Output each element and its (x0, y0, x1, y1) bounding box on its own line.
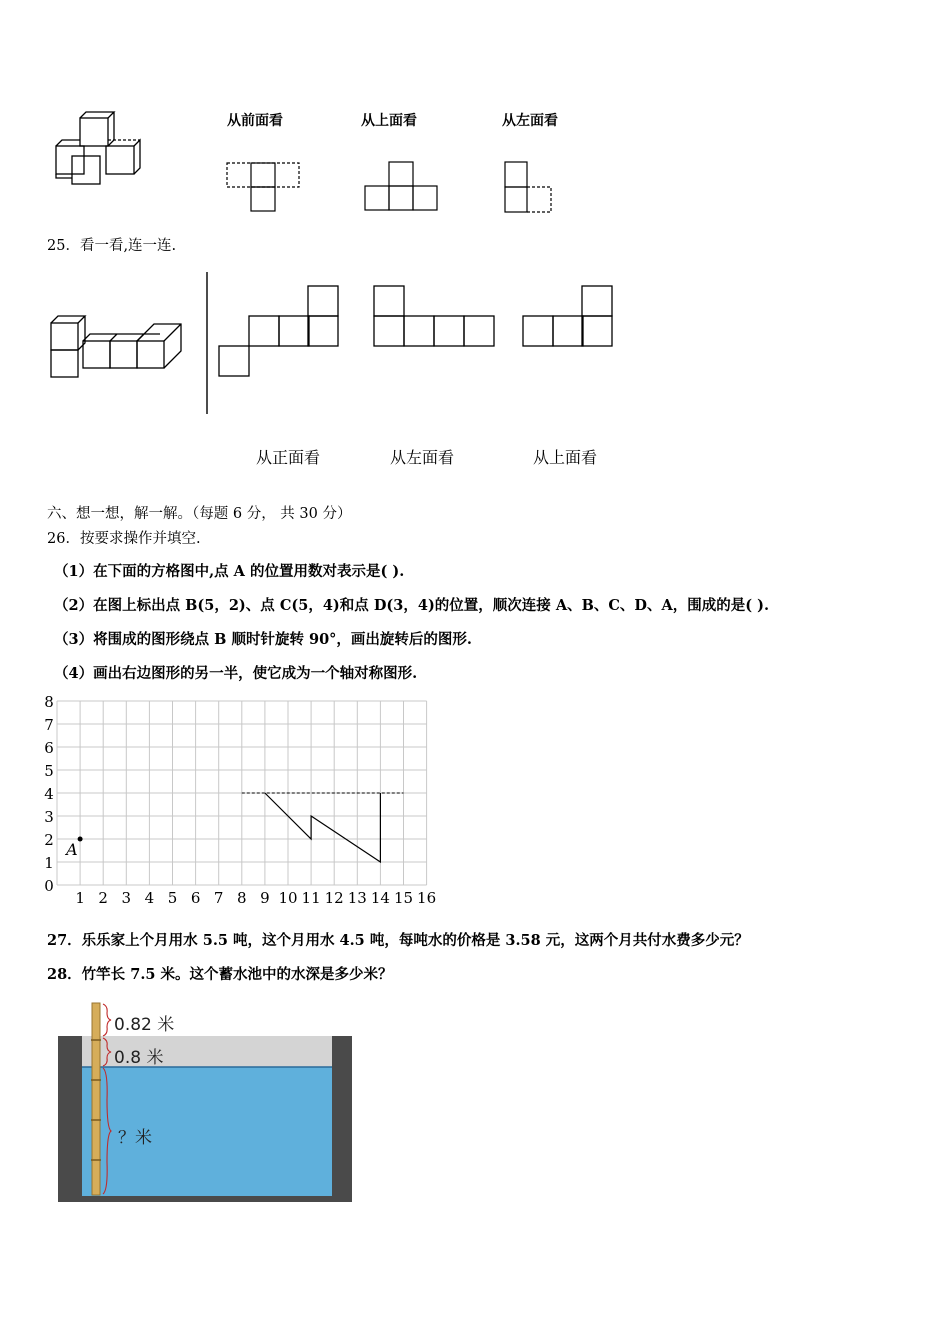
x-tick-label: 4 (144, 889, 155, 907)
x-tick-label: 8 (237, 889, 247, 907)
q25-label-left: 从左面看 (390, 448, 455, 467)
q27-text: 27．乐乐家上个月用水 5.5 吨，这个月用水 4.5 吨，每吨水的价格是 3.58 元，这两个月共付水费多少元？ (47, 932, 749, 949)
q25-label-front: 从正面看 (256, 448, 321, 467)
x-tick-label: 7 (213, 889, 224, 907)
y-tick-label: 6 (44, 739, 54, 757)
q26-title: 26．按要求操作并填空. (47, 531, 201, 547)
y-tick-label: 0 (44, 877, 54, 895)
q26-item-3: （3）将围成的图形绕点 B 顺时针旋转 90°，画出旋转后的图形. (54, 631, 472, 648)
q25-label-top: 从上面看 (533, 448, 598, 467)
q28-label-wall-gap: 0.8 米 (114, 1048, 164, 1068)
y-tick-label: 2 (44, 831, 54, 849)
y-tick-label: 4 (44, 785, 54, 803)
y-tick-label: 8 (44, 693, 54, 711)
x-tick-label: 16 (417, 889, 437, 907)
x-tick-label: 6 (190, 889, 201, 907)
x-tick-label: 10 (278, 889, 298, 907)
x-tick-label: 3 (121, 889, 132, 907)
y-tick-label: 7 (44, 716, 54, 734)
x-tick-label: 2 (98, 889, 108, 907)
q28-text: 28．竹竿长 7.5 米。这个蓄水池中的水深是多少米？ (47, 966, 393, 983)
x-tick-label: 15 (393, 889, 414, 907)
x-tick-label: 9 (260, 889, 270, 907)
x-tick-label: 1 (75, 889, 85, 907)
q28-label-water-depth: ？米 (118, 1128, 152, 1148)
q26-item-4: （4）画出右边图形的另一半，使它成为一个轴对称图形. (54, 665, 418, 682)
q28-label-above-wall: 0.82 米 (114, 1015, 175, 1035)
q26-item-1: （1）在下面的方格图中,点 A 的位置用数对表示是( ). (54, 563, 405, 580)
q24-view-left-label: 从左面看 (502, 113, 558, 129)
y-tick-label: 1 (44, 854, 54, 872)
y-tick-label: 5 (44, 762, 54, 780)
point-a-label: A (66, 840, 78, 859)
q24-view-front-label: 从前面看 (227, 113, 283, 129)
y-tick-label: 3 (44, 808, 54, 826)
x-tick-label: 14 (370, 889, 390, 907)
x-tick-label: 13 (347, 889, 367, 907)
q24-view-top-label: 从上面看 (361, 113, 417, 129)
x-tick-label: 12 (324, 889, 344, 907)
q25-title: 25．看一看,连一连. (47, 238, 177, 254)
q26-item-2: （2）在图上标出点 B(5，2)、点 C(5，4)和点 D(3，4)的位置，顺次连接 A、B、C、D、A，围成的是( ). (54, 597, 770, 614)
section-6-title: 六、想一想，解一解。（每题 6 分， 共 30 分） (47, 506, 352, 522)
x-tick-label: 5 (167, 889, 178, 907)
x-tick-label: 11 (301, 889, 321, 907)
